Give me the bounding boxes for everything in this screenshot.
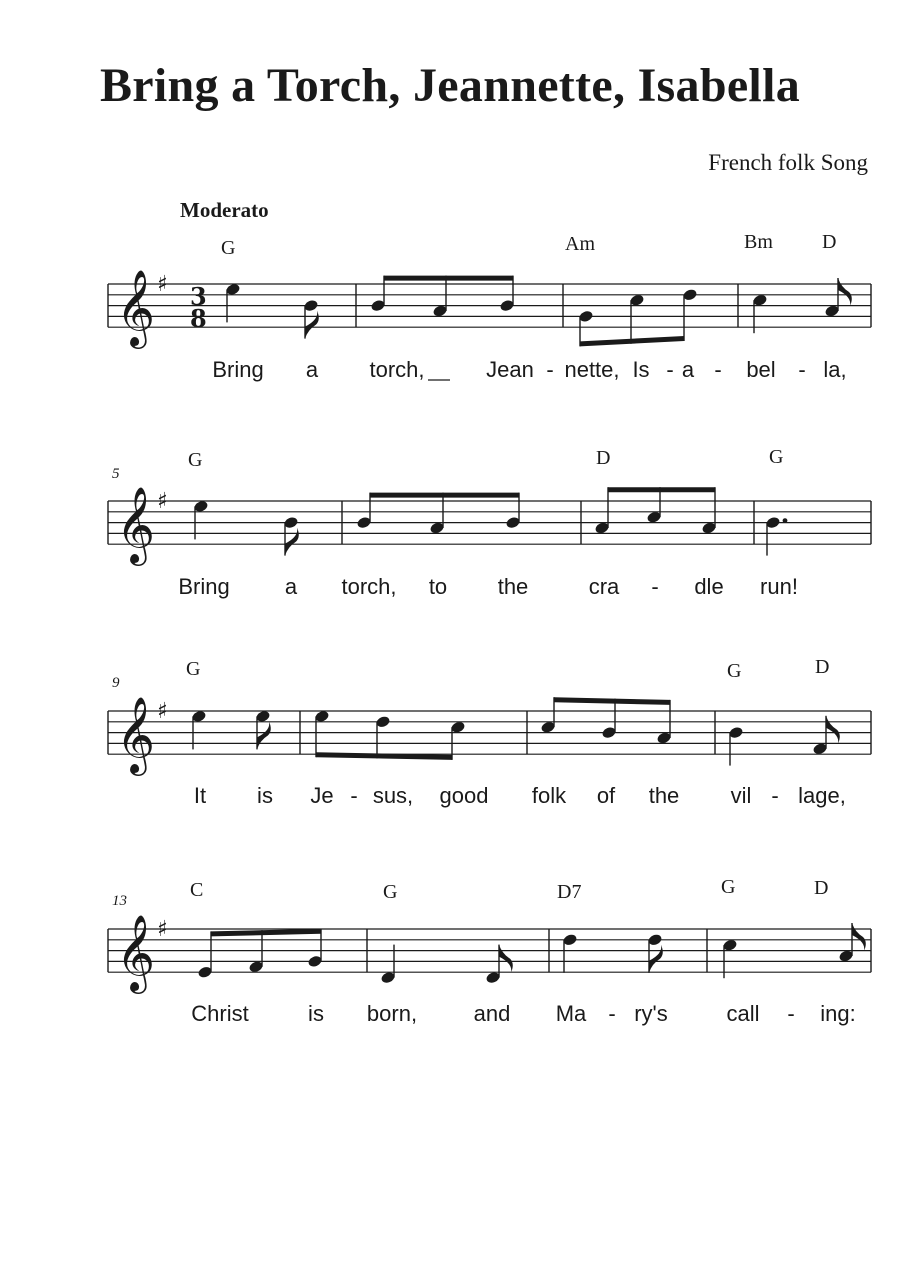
song-title: Bring a Torch, Jeannette, Isabella (99, 59, 801, 112)
sharp-icon: ♯ (157, 917, 168, 942)
lyric-syllable: - (787, 1001, 795, 1026)
lyric-syllable: is (308, 1001, 324, 1026)
lyric-syllable: born, (366, 1001, 418, 1026)
lyric-syllable: torch, (341, 574, 397, 599)
lyric-syllable: Bring (212, 357, 264, 382)
chord-symbol: D (814, 877, 829, 899)
lyric-syllable: call (726, 1001, 760, 1026)
sharp-icon: ♯ (157, 272, 168, 297)
lyric-syllable: - (771, 783, 779, 808)
sharp-icon: ♯ (157, 489, 168, 514)
lyric-syllable: folk (531, 783, 567, 808)
lyric-syllable: - (714, 357, 722, 382)
note-flag (649, 945, 663, 973)
note-flag (257, 721, 271, 749)
lyric-syllable: torch, (369, 357, 425, 382)
chord-symbol: G (186, 658, 201, 680)
measure-number: 9 (112, 675, 120, 691)
time-signature-top: 3 (190, 282, 207, 311)
lyric-syllable: a (681, 357, 695, 382)
lyric-syllable: vil (730, 783, 752, 808)
chord-symbol: D (822, 231, 837, 253)
note-flag (305, 311, 319, 339)
lyric-syllable: - (666, 357, 674, 382)
lyric-syllable: sus, (372, 783, 414, 808)
lyric-syllable: Ma (555, 1001, 587, 1026)
lyric-syllable: the (648, 783, 680, 808)
sharp-icon: ♯ (157, 699, 168, 724)
lyric-syllable: Jean (486, 357, 534, 382)
treble-clef-icon: 𝄞 (116, 269, 156, 346)
time-signature-bottom: 8 (190, 304, 207, 333)
beam (316, 752, 452, 760)
lyric-syllable: - (546, 357, 554, 382)
lyric-syllable: Christ (191, 1001, 249, 1026)
chord-symbol: G (221, 237, 236, 259)
chord-symbol: Am (565, 233, 595, 255)
chord-symbol: G (769, 446, 784, 468)
lyric-syllable: a (305, 357, 319, 382)
chord-symbol: G (383, 881, 398, 903)
note-flag (838, 278, 852, 306)
measure-number: 13 (112, 893, 127, 909)
note-flag (499, 945, 513, 973)
lyric-syllable: lage, (798, 783, 846, 808)
treble-clef-icon: 𝄞 (116, 696, 156, 773)
beam (370, 493, 519, 498)
lyric-syllable: to (428, 574, 448, 599)
treble-clef-icon: 𝄞 (116, 486, 156, 563)
chord-symbol: G (721, 876, 736, 898)
augmentation-dot (783, 518, 788, 523)
chord-symbol: D7 (557, 881, 582, 903)
lyric-syllable: nette, (564, 357, 620, 382)
chord-symbol: D (596, 447, 611, 469)
lyric-syllable: Is (632, 357, 650, 382)
chord-symbol: D (815, 656, 830, 678)
lyric-syllable: dle (694, 574, 724, 599)
lyric-syllable: good (439, 783, 489, 808)
chord-symbol: Bm (744, 231, 773, 253)
lyric-syllable: cra (588, 574, 620, 599)
lyric-syllable: - (798, 357, 806, 382)
beam (384, 276, 513, 281)
lyric-syllable: - (350, 783, 358, 808)
chord-symbol: G (188, 449, 203, 471)
lyric-syllable: la, (823, 357, 847, 382)
chord-symbol: C (190, 879, 204, 901)
lyric-syllable: ing: (820, 1001, 856, 1026)
treble-clef-icon: 𝄞 (116, 914, 156, 991)
lyric-syllable: a (284, 574, 298, 599)
note-flag (852, 923, 866, 951)
composer-credit: French folk Song (708, 150, 868, 175)
lyric-syllable: run! (760, 574, 798, 599)
beam (554, 697, 670, 705)
beam (580, 336, 684, 346)
measure-number: 5 (112, 466, 120, 482)
note-flag (285, 528, 299, 556)
lyric-syllable: of (596, 783, 616, 808)
tempo-marking: Moderato (180, 198, 269, 222)
lyric-syllable: the (497, 574, 529, 599)
lyric-syllable: and (473, 1001, 511, 1026)
lyric-syllable: Je (310, 783, 334, 808)
lyric-syllable: It (193, 783, 207, 808)
beam (608, 487, 715, 492)
lyric-syllable: Bring (178, 574, 230, 599)
lyric-syllable: is (257, 783, 273, 808)
chord-symbol: G (727, 660, 742, 682)
lyric-syllable: bel (746, 357, 776, 382)
lyric-syllable: ry's (634, 1001, 668, 1026)
beam (211, 929, 321, 937)
lyric-syllable: - (651, 574, 659, 599)
note-flag (826, 716, 840, 744)
lyric-syllable: - (608, 1001, 616, 1026)
